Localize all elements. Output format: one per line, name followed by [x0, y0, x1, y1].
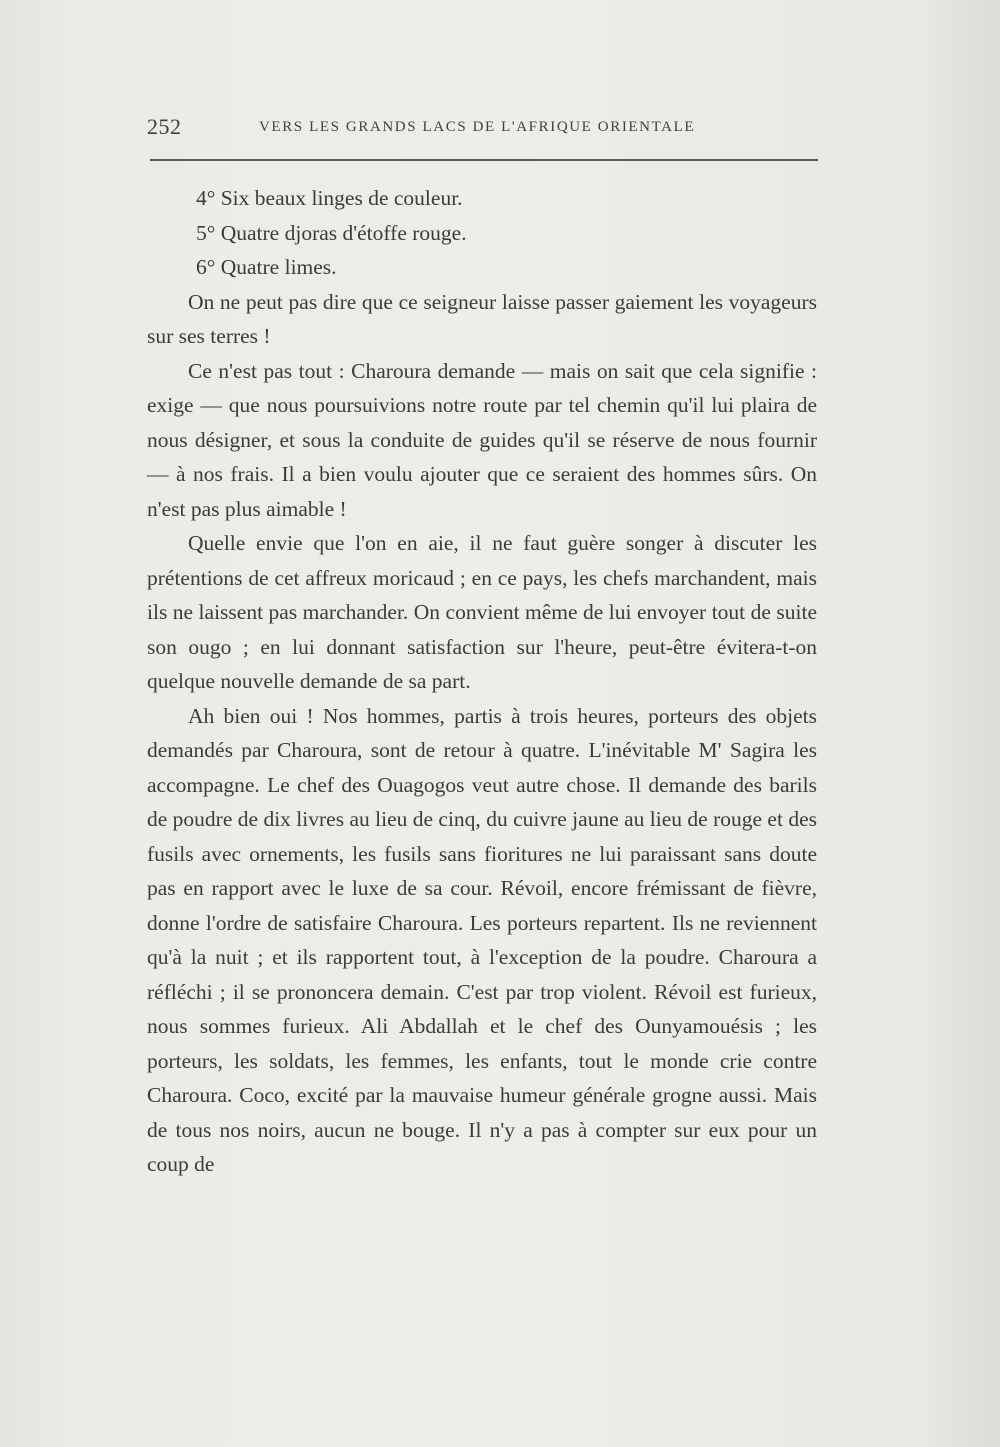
list-item: 6° Quatre limes.	[196, 255, 337, 279]
paragraph: On ne peut pas dire que ce seigneur laisse passer gaiement les voyageurs sur ses terres !	[147, 289, 817, 348]
header-rule	[150, 159, 818, 161]
paragraph: Ce n'est pas tout : Charoura demande — mais on sait que cela signifie : exige — que nous poursuivions notre route par tel chemin qu'il lui plaira de nous désigner, et sous la conduite de guides qu'il se réserve de nous fournir — à nos frais. Il a bien voulu ajouter que ce seraient des hommes sûrs. On n'est pas plus aimable !	[147, 358, 817, 521]
list-item: 4° Six beaux linges de couleur.	[196, 186, 463, 210]
page-number: 252	[147, 114, 182, 139]
paragraph: Ah bien oui ! Nos hommes, partis à trois heures, porteurs des objets demandés par Charoura, sont de retour à quatre. L'inévitable M' Sagira les accompagne. Le chef des Ouagogos veut autre chose. Il demande des barils de poudre de dix livres au lieu de cinq, du cuivre jaune au lieu de rouge et des fusils avec ornements, les fusils sans fioritures ne lui paraissant sans doute pas en rapport avec le luxe de sa cour. Révoil, encore frémissant de fièvre, donne l'ordre de satisfaire Charoura. Les porteurs repartent. Ils ne reviennent qu'à la nuit ; et ils rapportent tout, à l'exception de la poudre. Charoura a réfléchi ; il se prononcera demain. C'est par trop violent. Révoil est furieux, nous sommes furieux. Ali Abdallah et le chef des Ounyamouésis ; les porteurs, les soldats, les femmes, les enfants, tout le monde crie contre Charoura. Coco, excité par la mauvaise humeur générale grogne aussi. Mais de tous nos noirs, aucun ne bouge. Il n'y a pas à compter sur eux pour un coup de	[147, 703, 817, 1176]
body-text	[147, 181, 817, 1182]
page-header	[147, 114, 817, 144]
list-item: 5° Quatre djoras d'étoffe rouge.	[196, 220, 467, 245]
paragraph: Quelle envie que l'on en aie, il ne faut guère songer à discuter les prétentions de cet affreux moricaud ; en ce pays, les chefs marchandent, mais ils ne laissent pas marchander. On convient même de lui envoyer tout de suite son ougo ; en lui donnant satisfaction sur l'heure, peut-être évitera-t-on quelque nouvelle demande de sa part.	[147, 531, 817, 693]
running-title: VERS LES GRANDS LACS DE L'AFRIQUE ORIENTALE	[259, 119, 696, 135]
